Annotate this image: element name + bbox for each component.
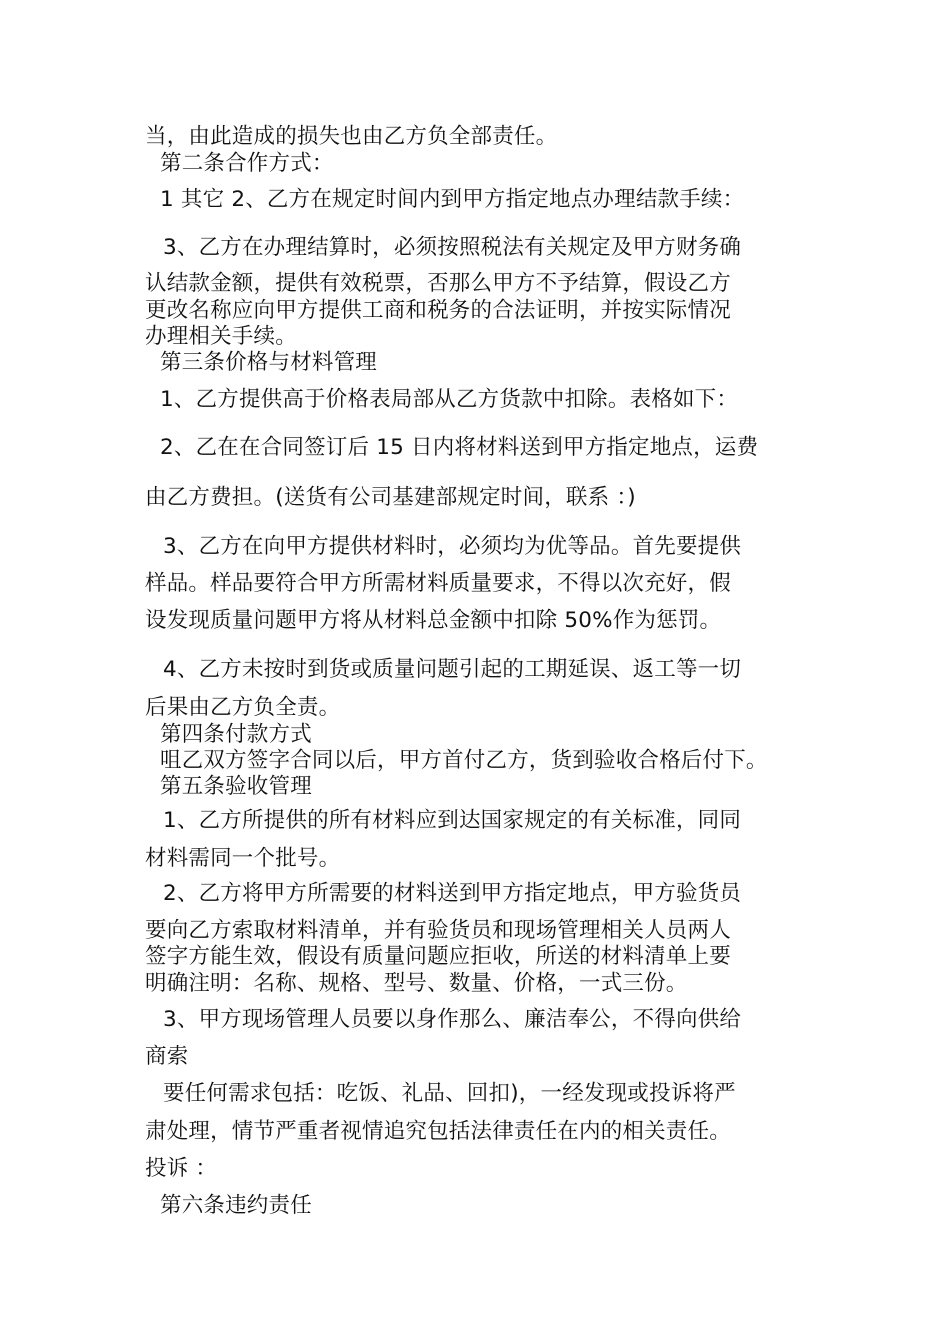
text-line: 4、乙方未按时到货或质量问题引起的工期延误、返工等一切: [163, 657, 742, 682]
text-line: 3、乙方在向甲方提供材料时，必须均为优等品。首先要提供: [163, 534, 742, 559]
text-line: 商索: [145, 1044, 189, 1069]
text-line: 肃处理，情节严重者视情追究包括法律责任在内的相关责任。: [145, 1119, 731, 1144]
section-heading: 第四条付款方式: [160, 722, 312, 747]
text-line: 1、乙方提供高于价格表局部从乙方货款中扣除。表格如下：: [160, 387, 739, 412]
text-line: 1 其它 2、乙方在规定时间内到甲方指定地点办理结款手续：: [160, 187, 745, 212]
text-line: 3、乙方在办理结算时，必须按照税法有关规定及甲方财务确: [163, 235, 742, 260]
text-line: 2、乙方将甲方所需要的材料送到甲方指定地点，甲方验货员: [163, 881, 742, 906]
text-line: 后果由乙方负全责。: [145, 695, 341, 720]
text-line: 2、乙在在合同签订后 15 日内将材料送到甲方指定地点，运费: [160, 435, 759, 460]
text-line: 明确注明：名称、规格、型号、数量、价格，一式三份。: [145, 971, 688, 996]
text-line: 认结款金额，提供有效税票，否那么甲方不予结算，假设乙方: [145, 271, 731, 296]
text-line: 要向乙方索取材料清单，并有验货员和现场管理相关人员两人: [145, 918, 731, 943]
text-line: 办理相关手续。: [145, 324, 297, 349]
text-line: 3、甲方现场管理人员要以身作那么、廉洁奉公，不得向供给: [163, 1007, 742, 1032]
text-line: 要任何需求包括：吃饭、礼品、回扣)，一经发现或投诉将严: [163, 1081, 736, 1106]
text-line: 由乙方费担。(送货有公司基建部规定时间，联系 ：): [145, 485, 636, 510]
section-heading: 第六条违约责任: [160, 1193, 312, 1218]
text-line: 1、乙方所提供的所有材料应到达国家规定的有关标准，同同: [163, 808, 742, 833]
text-line: 咀乙双方签字合同以后，甲方首付乙方，货到验收合格后付下。: [160, 748, 768, 773]
text-line: 投诉 ：: [145, 1156, 218, 1181]
section-heading: 第二条合作方式：: [160, 151, 334, 176]
text-line: 材料需同一个批号。: [145, 846, 341, 871]
text-line: 签字方能生效，假设有质量问题应拒收，所送的材料清单上要: [145, 944, 731, 969]
text-line: 设发现质量问题甲方将从材料总金额中扣除 50%作为惩罚。: [145, 608, 722, 633]
text-line: 当，由此造成的损失也由乙方负全部责任。: [145, 124, 558, 149]
text-line: 更改名称应向甲方提供工商和税务的合法证明，并按实际情况: [145, 298, 731, 323]
text-line: 样品。样品要符合甲方所需材料质量要求，不得以次充好，假: [145, 571, 731, 596]
section-heading: 第五条验收管理: [160, 774, 312, 799]
section-heading: 第三条价格与材料管理: [160, 350, 378, 375]
